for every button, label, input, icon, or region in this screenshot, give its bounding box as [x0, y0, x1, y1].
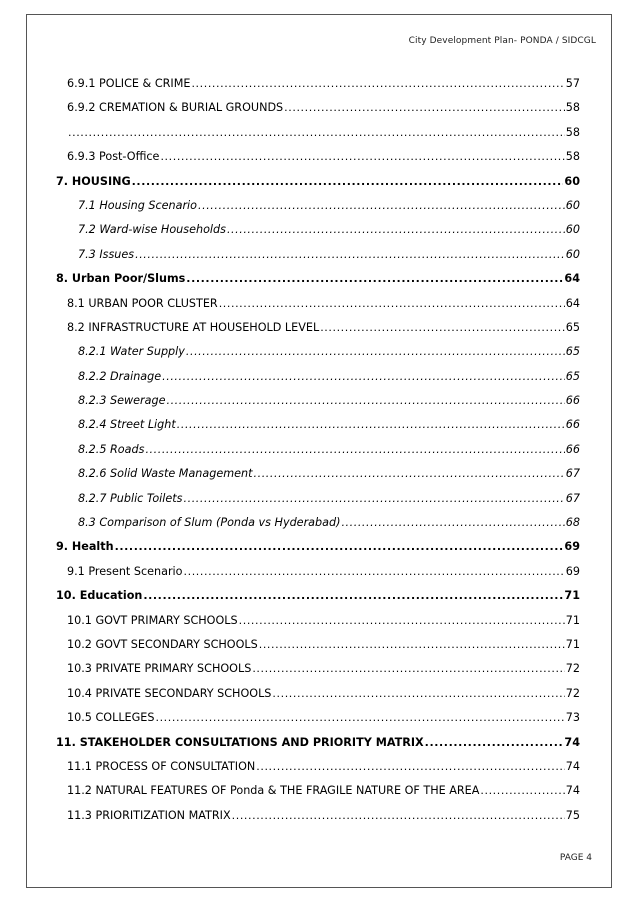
toc-entry-page: 58: [565, 150, 580, 164]
toc-dot-leader: [252, 657, 564, 681]
toc-entry[interactable]: [56, 218, 580, 242]
toc-entry-page: 71: [565, 637, 580, 651]
toc-dot-leader: [191, 72, 564, 96]
toc-entry[interactable]: [56, 389, 580, 413]
toc-entry-title: 9. Health: [56, 540, 114, 554]
toc-entry[interactable]: [56, 609, 580, 633]
toc-entry-title: 8.2.4 Street Light: [78, 418, 176, 432]
toc-entry-title: 8.1 URBAN POOR CLUSTER: [67, 296, 218, 310]
toc-entry[interactable]: [56, 633, 580, 657]
toc-dot-leader: [227, 218, 565, 242]
toc-dot-leader: [145, 438, 564, 462]
toc-entry-page: 60: [564, 174, 580, 188]
toc-entry[interactable]: [56, 145, 580, 169]
toc-entry-title: 8. Urban Poor/Slums: [56, 272, 186, 286]
toc-entry-page: 65: [565, 345, 580, 359]
toc-entry[interactable]: [56, 706, 580, 730]
toc-dot-leader: [162, 365, 565, 389]
toc-entry-title: 11. STAKEHOLDER CONSULTATIONS AND PRIORITY MATRIX: [56, 735, 424, 749]
toc-dot-leader: [186, 267, 563, 291]
toc-entry-title: 8.2 INFRASTRUCTURE AT HOUSEHOLD LEVEL: [67, 320, 320, 334]
toc-entry-page: 65: [565, 369, 580, 383]
toc-entry[interactable]: [56, 682, 580, 706]
toc-dot-leader: [166, 389, 564, 413]
toc-entry[interactable]: [56, 755, 580, 779]
toc-entry-page: 57: [565, 77, 580, 90]
toc-dot-leader: [177, 413, 565, 437]
toc-entry-page: 73: [565, 711, 580, 725]
toc-entry-title: 8.2.3 Sewerage: [78, 394, 166, 408]
toc-entry-title: 7.2 Ward-wise Households: [78, 223, 226, 237]
toc-entry-page: 74: [565, 759, 580, 773]
toc-dot-leader: [135, 243, 565, 267]
toc-entry-title: 8.2.5 Roads: [78, 442, 145, 456]
toc-entry[interactable]: [56, 804, 580, 828]
toc-entry[interactable]: [56, 96, 580, 120]
toc-entry-page: 60: [565, 247, 580, 261]
toc-dot-leader: [219, 292, 565, 316]
toc-entry[interactable]: [56, 779, 580, 803]
toc-entry-title: 10.4 PRIVATE SECONDARY SCHOOLS: [67, 686, 272, 700]
toc-entry[interactable]: [56, 462, 580, 486]
toc-dot-leader: [132, 170, 564, 194]
toc-entry-title: 11.3 PRIORITIZATION MATRIX: [67, 808, 231, 822]
toc-entry-title: 11.2 NATURAL FEATURES OF Ponda & THE FRAGILE NATURE OF THE AREA: [67, 784, 480, 798]
toc-dot-leader: [425, 731, 564, 755]
toc-entry[interactable]: [56, 267, 580, 291]
table-of-contents: [56, 72, 580, 828]
toc-entry[interactable]: [56, 121, 580, 145]
toc-entry[interactable]: [56, 487, 580, 511]
toc-entry[interactable]: [56, 413, 580, 437]
toc-dot-leader: [143, 584, 563, 608]
toc-entry-title: 8.2.1 Water Supply: [78, 345, 185, 359]
toc-entry[interactable]: [56, 292, 580, 316]
toc-entry-title: 10.3 PRIVATE PRIMARY SCHOOLS: [67, 662, 252, 676]
toc-entry-page: 58: [565, 101, 580, 115]
toc-entry-page: 65: [565, 320, 580, 334]
toc-entry-title: 7. HOUSING: [56, 174, 131, 188]
toc-entry-title: 8.2.7 Public Toilets: [78, 491, 183, 505]
toc-entry[interactable]: [56, 194, 580, 218]
toc-dot-leader: [259, 633, 565, 657]
toc-entry[interactable]: [56, 170, 580, 194]
toc-entry-title: 10.1 GOVT PRIMARY SCHOOLS: [67, 613, 238, 627]
toc-entry-page: 69: [565, 564, 580, 578]
toc-entry-page: 71: [565, 613, 580, 627]
toc-dot-leader: [184, 560, 565, 584]
running-header: City Development Plan- PONDA / SIDCGL: [408, 36, 596, 46]
toc-entry-page: 66: [565, 442, 580, 456]
toc-entry-page: 64: [565, 296, 580, 310]
toc-entry[interactable]: [56, 340, 580, 364]
toc-entry-title: 6.9.3 Post-Office: [67, 150, 160, 164]
toc-dot-leader: [256, 755, 564, 779]
toc-entry-page: 66: [565, 394, 580, 408]
toc-entry[interactable]: [56, 243, 580, 267]
toc-dot-leader: [198, 194, 565, 218]
toc-entry-page: 74: [564, 735, 580, 749]
toc-entry[interactable]: [56, 511, 580, 535]
toc-dot-leader: [115, 535, 564, 559]
toc-entry-title: 9.1 Present Scenario: [67, 564, 183, 578]
toc-entry-page: 67: [565, 467, 580, 481]
toc-entry[interactable]: [56, 584, 580, 608]
toc-dot-leader: [186, 340, 565, 364]
toc-entry-title: 6.9.1 POLICE & CRIME: [67, 77, 191, 90]
toc-entry-page: 72: [565, 662, 580, 676]
toc-entry[interactable]: [56, 535, 580, 559]
toc-entry-page: 58: [565, 125, 580, 139]
toc-entry-page: 74: [565, 784, 580, 798]
toc-entry[interactable]: [56, 316, 580, 340]
toc-dot-leader: [480, 779, 564, 803]
toc-entry-page: 66: [565, 418, 580, 432]
toc-entry-title: 7.3 Issues: [78, 247, 135, 261]
toc-entry[interactable]: [56, 657, 580, 681]
toc-entry-page: 68: [565, 516, 580, 530]
toc-dot-leader: [68, 121, 565, 145]
toc-entry[interactable]: [56, 560, 580, 584]
toc-dot-leader: [239, 609, 565, 633]
toc-entry[interactable]: [56, 365, 580, 389]
toc-entry-page: 60: [565, 223, 580, 237]
toc-dot-leader: [155, 706, 564, 730]
toc-entry[interactable]: [56, 438, 580, 462]
toc-entry[interactable]: [56, 72, 580, 96]
toc-dot-leader: [320, 316, 565, 340]
toc-dot-leader: [184, 487, 565, 511]
toc-entry-title: 8.3 Comparison of Slum (Ponda vs Hyderabad): [78, 516, 341, 530]
toc-entry-title: 7.1 Housing Scenario: [78, 198, 198, 212]
toc-entry-title: 10.5 COLLEGES: [67, 711, 155, 725]
toc-entry-title: 8.2.6 Solid Waste Management: [78, 467, 253, 481]
toc-entry-page: 71: [564, 589, 580, 603]
toc-dot-leader: [160, 145, 564, 169]
toc-entry-page: 72: [565, 686, 580, 700]
toc-dot-leader: [284, 96, 565, 120]
toc-entry-title: 10. Education: [56, 589, 143, 603]
toc-dot-leader: [272, 682, 564, 706]
toc-dot-leader: [232, 804, 565, 828]
toc-dot-leader: [341, 511, 564, 535]
page-number: PAGE 4: [559, 853, 592, 863]
toc-entry-page: 60: [565, 198, 580, 212]
toc-entry-page: 75: [565, 808, 580, 822]
toc-entry-title: 6.9.2 CREMATION & BURIAL GROUNDS: [67, 101, 284, 115]
toc-entry-title: 8.2.2 Drainage: [78, 369, 162, 383]
toc-entry-page: 67: [565, 491, 580, 505]
toc-entry[interactable]: [56, 731, 580, 755]
toc-entry-title: 10.2 GOVT SECONDARY SCHOOLS: [67, 637, 258, 651]
toc-entry-title: 11.1 PROCESS OF CONSULTATION: [67, 759, 256, 773]
toc-entry-page: 64: [564, 272, 580, 286]
toc-entry-page: 69: [564, 540, 580, 554]
toc-dot-leader: [254, 462, 565, 486]
